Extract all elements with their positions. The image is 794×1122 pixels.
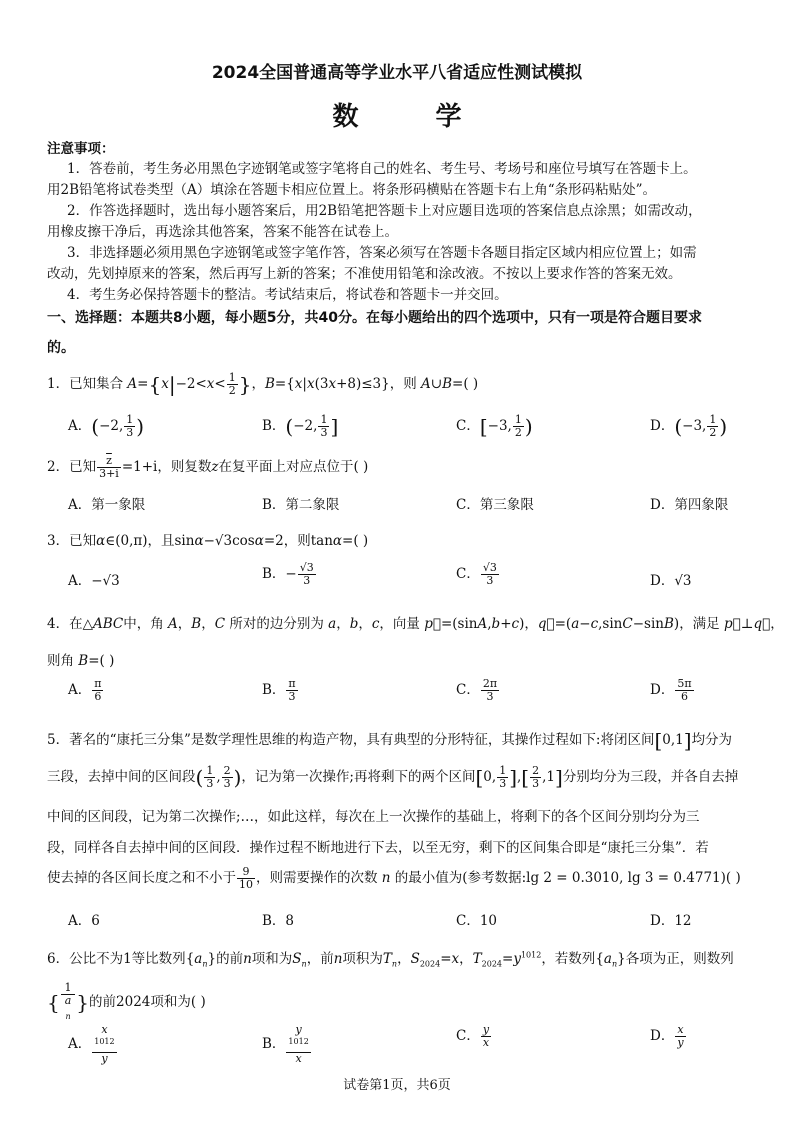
question-text: 分别均分为三段，并各自去掉 xyxy=(562,769,739,785)
option-b: B． y $^{1012}$ x xyxy=(262,1023,309,1065)
option-label: B． xyxy=(262,566,286,582)
question-text: 各项为正，则数列 xyxy=(625,951,734,967)
option-d: D．√3 xyxy=(650,573,692,589)
answer-blank: ( ) xyxy=(463,376,479,392)
notice-line: 用2B铅笔将试卷类型（A）填涂在答题卡相应位置上。将条形码横贴在答题卡右上角“条形码粘贴处”。 xyxy=(47,182,657,198)
question-6: 6．公比不为1等比数列$\{a_n\}$的前n项和为$S_n$，前n项积为$T_n$，$S_{2024}=x$，$T_{2024}=y^{1012}$，若数列$\{a_n\}$各项为正，则数列 xyxy=(47,950,734,969)
option-b: B．(−2, $\frac{1}{3}$ ] xyxy=(262,413,339,439)
question-number: 2． xyxy=(47,459,70,475)
question-text: ，记为第一次操作;再将剩下的两个区间 xyxy=(241,769,476,785)
option-label: C． xyxy=(456,682,480,698)
question-text: 使去掉的各区间长度之和不小于 xyxy=(47,870,236,886)
option-c: C．10 xyxy=(456,913,498,929)
option-c: C． $\frac{√3}{3}$ xyxy=(456,561,497,587)
question-text: 项和为 xyxy=(251,951,293,967)
notice-line: 4．考生务必保持答题卡的整洁。考试结束后，将试卷和答题卡一并交回。 xyxy=(67,287,508,303)
question-5-cont: 使去掉的各区间长度之和不小于 $\frac{9}{10}$ ，则需要操作的次数 n 的最小值为(参考数据:lg 2 = 0.3010, lg 3 = 0.4771)( ) xyxy=(47,865,741,891)
question-number: 3． xyxy=(47,533,70,549)
question-text: 已知 xyxy=(69,533,97,549)
option-label: D． xyxy=(650,418,675,434)
option-c: C．[−3, $\frac{1}{2}$ ) xyxy=(456,413,533,439)
question-text: ，则需要操作的次数 xyxy=(256,870,378,886)
option-label: A． xyxy=(68,1035,92,1052)
option-label: B． xyxy=(262,682,286,698)
question-text: 在 xyxy=(69,616,83,632)
option-a: A．6 xyxy=(68,913,100,929)
question-number: 6． xyxy=(47,951,70,967)
question-text: 已知 xyxy=(69,459,97,475)
option-d: D．12 xyxy=(650,913,692,929)
notice-line: 改动，先划掉原来的答案，然后再写上新的答案；不准使用铅笔和涂改液。不按以上要求作答的答案无效。 xyxy=(47,266,682,282)
option-c: C． $\frac{y}{x}$ xyxy=(456,1023,490,1049)
question-2: 2．已知 $\frac{\overline{z}}{3+i}$ =1+i，则复数z在复平面上对应点位于( ) xyxy=(47,454,369,480)
question-5-cont: 三段，去掉中间的区间段( $\frac{1}{3}$ , $\frac{2}{3}$ )，记为第一次操作;再将剩下的两个区间[0, $\frac{1}{3}$ ],[ $\frac{2}{3}$ ,1]分别均分为三段，并各自去掉 xyxy=(47,764,739,790)
question-number: 5． xyxy=(47,732,70,748)
question-text: 均分为 xyxy=(691,732,733,748)
option-label: C． xyxy=(456,1028,480,1044)
question-3: 3．已知α∈(0,π)，且sinα−√3cosα=2，则tanα=( ) xyxy=(47,533,369,549)
notice-line: 1．答卷前，考生务必用黑色字迹钢笔或签字笔将自己的姓名、考生号、考场号和座位号填写在答题卡上。 xyxy=(67,161,697,177)
option-label: A． xyxy=(68,573,92,589)
question-number: 4． xyxy=(47,616,70,632)
question-text: 所对的边分别为 xyxy=(229,616,324,632)
option-d: D． $\frac{5\pi}{6}$ xyxy=(650,677,692,703)
question-4-cont: 则角 B=( ) xyxy=(47,653,115,669)
question-text: ，若数列 xyxy=(541,951,596,967)
question-5-cont: 中间的区间段，记为第二次操作;…，如此这样，每次在上一次操作的基础上，将剩下的各个区间分别均分为三 xyxy=(47,809,700,825)
option-b: B． $\frac{\pi}{3}$ xyxy=(262,677,296,703)
question-text: 在复平面上对应点位于( ) xyxy=(218,459,369,475)
option-b: B．− $\frac{√3}{3}$ xyxy=(262,561,314,587)
question-text: ，则复数 xyxy=(157,459,212,475)
answer-blank: )( ) xyxy=(720,870,741,886)
exam-title: 2024全国普通高等学业水平八省适应性测试模拟 xyxy=(211,63,583,83)
option-a: A．−√3 xyxy=(68,573,120,589)
question-text: 的最小值为(参考数据: xyxy=(394,870,527,886)
notice-heading: 注意事项： xyxy=(47,141,115,157)
option-a: A． $\frac{\pi}{6}$ xyxy=(68,677,102,703)
question-text: ，则 xyxy=(389,376,417,392)
notice-line: 3．非选择题必须用黑色字迹钢笔或签字笔作答，答案必须写在答题卡各题目指定区域内相应位置上；如需 xyxy=(67,245,697,261)
option-a: A．第一象限 xyxy=(68,497,146,513)
option-b: B．第二象限 xyxy=(262,497,340,513)
question-1: 1．已知集合 A={x|−2<x< $\frac{1}{2}$ }，B={x|x(3x+8)≤3}，则 A∪B=( ) xyxy=(47,371,479,397)
option-label: D． xyxy=(650,682,675,698)
question-text: 则角 xyxy=(47,653,74,669)
question-number: 1． xyxy=(47,376,70,392)
question-text: 的前 xyxy=(216,951,244,967)
question-6-cont: { 1 a $_n$ }的前2024项和为( ) xyxy=(47,981,206,1022)
option-d: D．第四象限 xyxy=(650,497,729,513)
question-text: 著名的“康托三分集”是数学理性思维的构造产物，具有典型的分形特征，其操作过程如下:将闭区间 xyxy=(69,732,655,748)
option-b: B．8 xyxy=(262,913,295,929)
subject-title: 数 学 xyxy=(332,102,496,132)
page-footer: 试卷第1页，共6页 xyxy=(343,1078,451,1093)
question-text: 的前2024项和为( ) xyxy=(89,994,206,1011)
question-text: ，则 xyxy=(283,533,311,549)
question-text: 公比不为1等比数列 xyxy=(69,951,186,967)
question-5: 5．著名的“康托三分集”是数学理性思维的构造产物，具有典型的分形特征，其操作过程如下:将闭区间[0,1]均分为 xyxy=(47,728,733,753)
option-d: D． $\frac{x}{y}$ xyxy=(650,1023,684,1049)
option-label: C． xyxy=(456,566,480,582)
option-a: A． x $^{1012}$ y xyxy=(68,1023,115,1065)
option-c: C． $\frac{2\pi}{3}$ xyxy=(456,677,498,703)
option-label: B． xyxy=(262,418,286,434)
option-label: D． xyxy=(650,573,675,589)
question-text: 三段，去掉中间的区间段 xyxy=(47,769,196,785)
answer-blank: ( ) xyxy=(353,533,369,549)
question-5-cont: 段，同样各自去掉中间的区间段．操作过程不断地进行下去，以至无穷，剩下的区间集合即是“康托三分集”．若 xyxy=(47,840,709,856)
option-c: C．第三象限 xyxy=(456,497,534,513)
question-text: ，且 xyxy=(147,533,175,549)
section-heading-cont: 的。 xyxy=(47,340,75,356)
question-text: ，向量 xyxy=(379,616,420,632)
option-label: D． xyxy=(650,1028,675,1044)
option-label: B． xyxy=(262,1035,286,1052)
option-label: C． xyxy=(456,418,480,434)
question-text: 项积为 xyxy=(342,951,383,967)
question-text: ，前 xyxy=(306,951,334,967)
section-heading: 一、选择题：本题共8小题，每小题5分，共40分。在每小题给出的四个选项中，只有一项是符合题目要求 xyxy=(47,310,702,326)
option-a: A．(−2, $\frac{1}{3}$ ) xyxy=(68,413,145,439)
notice-line: 2．作答选择题时，选出每小题答案后，用2B铅笔把答题卡上对应题目选项的答案信息点涂黑；如需改动， xyxy=(67,203,702,219)
question-4: 4．在△ABC中，角 A，B，C 所对的边分别为 a，b，c，向量 p⃗=(sinA,b+c)，q⃗=(a−c,sinC−sinB)，满足 p⃗⊥q⃗， xyxy=(47,616,784,632)
question-text: 中，角 xyxy=(123,616,164,632)
option-label: A． xyxy=(68,682,92,698)
question-text: 已知集合 xyxy=(69,376,124,392)
option-d: D．(−3, $\frac{1}{2}$ ) xyxy=(650,413,728,439)
answer-blank: ( ) xyxy=(99,653,115,669)
option-label: A． xyxy=(68,418,92,434)
notice-line: 用橡皮擦干净后，再选涂其他答案，答案不能答在试卷上。 xyxy=(47,224,398,240)
question-text: ，满足 xyxy=(679,616,720,632)
